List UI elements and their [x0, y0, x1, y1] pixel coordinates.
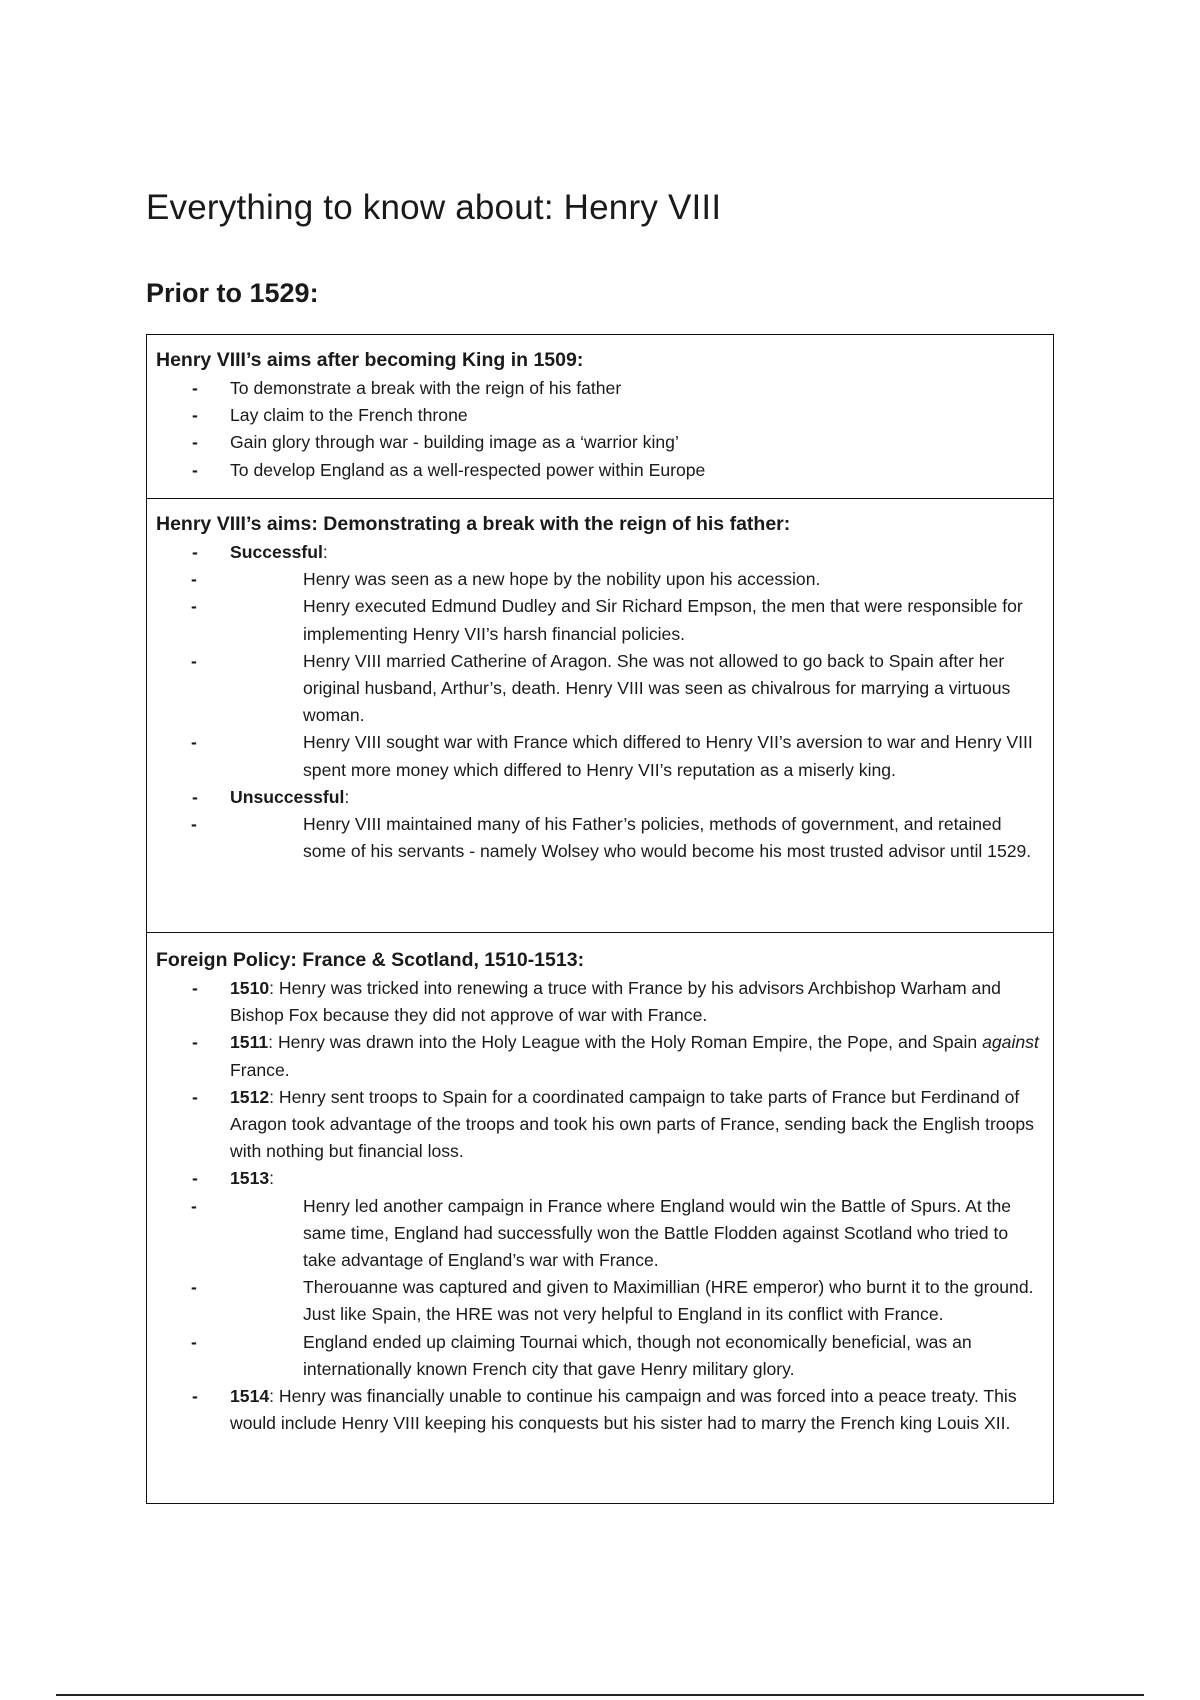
box-heading: Henry VIII’s aims: Demonstrating a break with the reign of his father:	[156, 513, 791, 535]
list-item: - Gain glory through war - building image as a ‘warrior king’	[156, 429, 1043, 456]
list-item	[156, 1274, 1043, 1328]
list-item	[156, 593, 1043, 647]
section-heading: Prior to 1529:	[146, 278, 319, 308]
item-text: England ended up claiming Tournai which, though not economically beneficial, was an internationally known French city that gave Henry military glory.	[303, 1331, 972, 1379]
list-item: - To demonstrate a break with the reign of his father	[156, 375, 1043, 402]
entry-emphasis: against	[982, 1032, 1039, 1053]
timeline-list	[156, 975, 1043, 1437]
entry-text: : Henry was drawn into the Holy League with the Holy Roman Empire, the Pope, and Spain	[268, 1032, 983, 1053]
list-item	[156, 729, 1043, 783]
item-text: Therouanne was captured and given to Maximillian (HRE emperor) who burnt it to the ground. Just like Spain, the HRE was not very helpful to England in its conflict with France.	[303, 1277, 1034, 1325]
entry-text: :	[269, 1168, 275, 1189]
entry-year: 1513	[230, 1168, 270, 1189]
list-item	[156, 811, 1043, 865]
foreign-policy-box	[147, 933, 1053, 1503]
aims-list	[156, 375, 1043, 484]
entry-year: 1511	[230, 1032, 269, 1053]
timeline-entry-1514	[156, 1383, 1043, 1437]
list-item	[156, 566, 1043, 593]
1513-sublist	[156, 1193, 1043, 1383]
group-suffix: :	[344, 786, 350, 807]
entry-year: 1514	[230, 1386, 270, 1407]
entry-text: : Henry was financially unable to continue his campaign and was forced into a peace treaty. This would include Henry VIII keeping his conquests but his sister had to marry the French king Louis XII.	[230, 1386, 1017, 1434]
break-with-father-box	[147, 499, 1053, 933]
list-item	[156, 1329, 1043, 1383]
entry-text-after: France.	[230, 1059, 290, 1080]
list-item: - Lay claim to the French throne	[156, 402, 1043, 429]
item-text: Henry VIII sought war with France which differed to Henry VII’s aversion to war and Henry VIII spent more money which differed to Henry VII’s reputation as a miserly king.	[303, 732, 1033, 780]
timeline-entry-1511	[156, 1029, 1043, 1083]
page-title: Everything to know about: Henry VIII	[146, 188, 722, 227]
notes-table	[146, 334, 1054, 1504]
unsuccessful-list	[156, 811, 1043, 865]
list-item: - To develop England as a well-respected power within Europe	[156, 457, 1043, 484]
aims-box	[147, 335, 1053, 499]
item-text: Henry executed Edmund Dudley and Sir Richard Empson, the men that were responsible for implementing Henry VII’s harsh financial policies.	[303, 596, 1023, 644]
group-label: Unsuccessful	[230, 786, 345, 807]
box-heading: Henry VIII’s aims after becoming King in 1509:	[156, 349, 584, 371]
entry-year: 1512	[230, 1086, 270, 1107]
item-text: Henry VIII maintained many of his Father’s policies, methods of government, and retained some of his servants - namely Wolsey who would become his most trusted advisor until 1529.	[303, 814, 1032, 862]
box-heading: Foreign Policy: France & Scotland, 1510-1513:	[156, 949, 585, 971]
list-item	[156, 1193, 1043, 1275]
group-suffix: :	[322, 542, 328, 562]
successful-list	[156, 566, 1043, 784]
footer-rule	[56, 1694, 1144, 1696]
timeline-entry-1512	[156, 1084, 1043, 1166]
item-text: Henry VIII married Catherine of Aragon. She was not allowed to go back to Spain after her original husband, Arthur’s, death. Henry VIII was seen as chivalrous for marrying a virtuous woman.	[303, 650, 1011, 726]
outcome-groups	[156, 539, 1043, 865]
list-item	[156, 648, 1043, 730]
item-text: Henry was seen as a new hope by the nobility upon his accession.	[303, 569, 821, 590]
entry-text: : Henry was tricked into renewing a truce with France by his advisors Archbishop Warham and Bishop Fox because they did not approve of war with France.	[230, 978, 1001, 1026]
timeline-entry-1510	[156, 975, 1043, 1029]
group-label: Successful	[230, 542, 323, 562]
item-text: Henry led another campaign in France where England would win the Battle of Spurs. At the same time, England had successfully won the Battle Flodden against Scotland who tried to take advantage of England’s war with France.	[303, 1195, 1012, 1271]
entry-year: 1510	[230, 978, 270, 998]
entry-text: : Henry sent troops to Spain for a coordinated campaign to take parts of France but Ferdinand of Aragon took advantage of the troops and took his own parts of France, sending back the English troops with nothing but financial loss.	[230, 1086, 1034, 1162]
timeline-entry-1513	[156, 1165, 1043, 1383]
group-unsuccessful	[156, 784, 1043, 866]
group-successful	[156, 539, 1043, 784]
